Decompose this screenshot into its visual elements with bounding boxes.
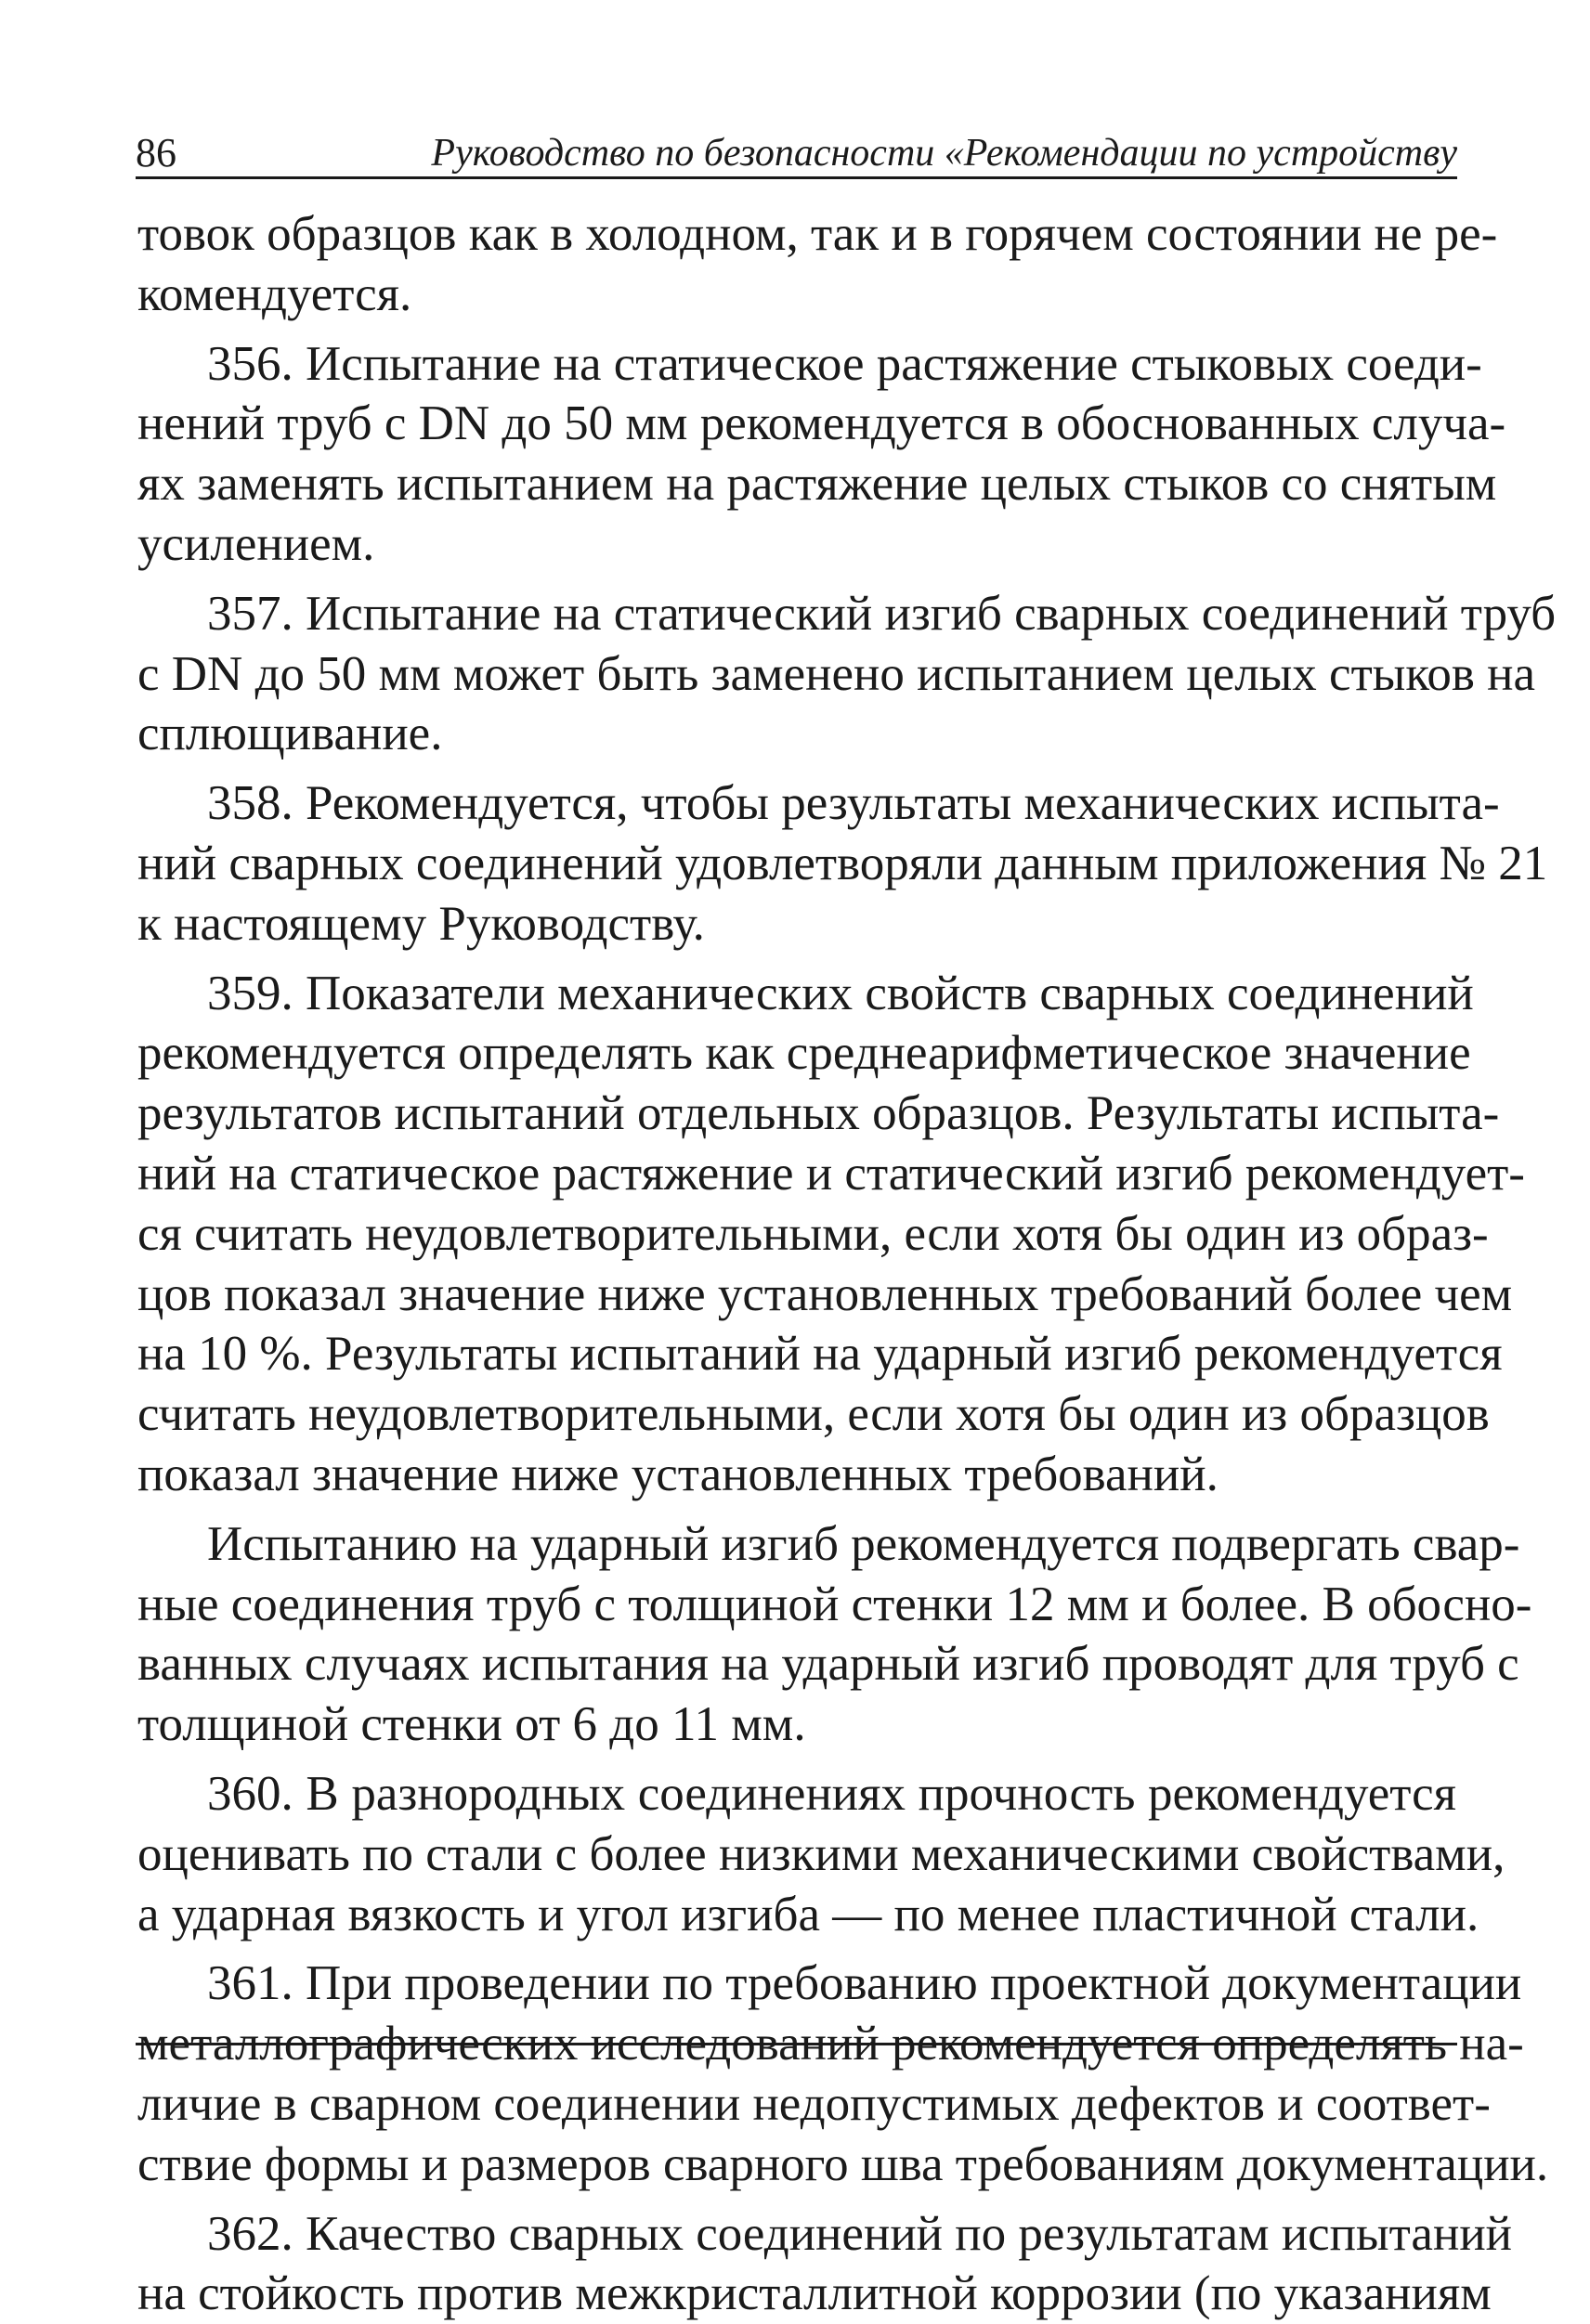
text-line: ванных случаях испытания на ударный изгиб проводят для труб с xyxy=(137,1634,1456,1694)
text-line: с DN до 50 мм может быть заменено испытанием целых стыков на xyxy=(137,644,1456,705)
paragraph-362 xyxy=(137,2204,1456,2324)
text-line: 359. Показатели механических свойств сварных соединений xyxy=(137,964,1456,1024)
paragraph-359 xyxy=(137,964,1456,1505)
text-line: сплющивание. xyxy=(137,704,1456,764)
text-line: ний сварных соединений удовлетворяли данным приложения № 21 xyxy=(137,834,1456,894)
paragraph-358 xyxy=(137,773,1456,954)
text-line: на стойкость против межкристаллитной коррозии (по указаниям xyxy=(137,2264,1456,2324)
text-line: товок образцов как в холодном, так и в горячем состоянии не ре- xyxy=(137,204,1456,265)
text-line: ся считать неудовлетворительными, если хотя бы один из образ- xyxy=(137,1204,1456,1265)
text-line: на 10 %. Результаты испытаний на ударный изгиб рекомендуется xyxy=(137,1324,1456,1384)
text-line: металлографических исследований рекомендуется определять на- xyxy=(137,2014,1456,2074)
text-line: 356. Испытание на статическое растяжение стыковых соеди- xyxy=(137,334,1456,395)
text-line: оценивать по стали с более низкими механическими свойствами, xyxy=(137,1824,1456,1885)
text-line: считать неудовлетворительными, если хотя бы один из образцов xyxy=(137,1384,1456,1445)
text-line: ях заменять испытанием на растяжение целых стыков со снятым xyxy=(137,454,1456,514)
text-line: показал значение ниже установленных требований. xyxy=(137,1445,1456,1505)
text-line: ствие формы и размеров сварного шва требованиям документации. xyxy=(137,2135,1456,2195)
text-line: рекомендуется определять как среднеарифметическое значение xyxy=(137,1023,1456,1084)
text-line: 358. Рекомендуется, чтобы результаты механических испыта- xyxy=(137,773,1456,834)
page-header xyxy=(136,130,1457,179)
paragraph xyxy=(137,1514,1456,1755)
text-line: ные соединения труб с толщиной стенки 12 мм и более. В обосно- xyxy=(137,1575,1456,1635)
text-line: а ударная вязкость и угол изгиба — по менее пластичной стали. xyxy=(137,1885,1456,1945)
running-head: Руководство по безопасности «Рекомендации по устройству xyxy=(431,130,1457,176)
paragraph xyxy=(137,204,1456,325)
text-line: Испытанию на ударный изгиб рекомендуется подвергать свар- xyxy=(137,1514,1456,1575)
paragraph-356 xyxy=(137,334,1456,575)
text-line: комендуется. xyxy=(137,265,1456,325)
page-number: 86 xyxy=(136,130,176,176)
text-line: усилением. xyxy=(137,514,1456,575)
paragraph-357 xyxy=(137,584,1456,764)
text-line: 362. Качество сварных соединений по результатам испытаний xyxy=(137,2204,1456,2265)
paragraph-361 xyxy=(137,1954,1456,2194)
footer-rule xyxy=(136,2043,1457,2045)
text-line: 361. При проведении по требованию проектной документации xyxy=(137,1954,1456,2014)
text-line: нений труб с DN до 50 мм рекомендуется в обоснованных случа- xyxy=(137,394,1456,454)
text-line: 357. Испытание на статический изгиб сварных соединений труб xyxy=(137,584,1456,644)
paragraph-360 xyxy=(137,1764,1456,1944)
text-line: цов показал значение ниже установленных требований более чем xyxy=(137,1265,1456,1325)
text-line: личие в сварном соединении недопустимых дефектов и соответ- xyxy=(137,2074,1456,2135)
text-line: 360. В разнородных соединениях прочность рекомендуется xyxy=(137,1764,1456,1824)
text-line: ний на статическое растяжение и статический изгиб рекомендует- xyxy=(137,1144,1456,1204)
text-line: результатов испытаний отдельных образцов. Результаты испыта- xyxy=(137,1084,1456,1144)
text-line: толщиной стенки от 6 до 11 мм. xyxy=(137,1694,1456,1755)
text-line: к настоящему Руководству. xyxy=(137,894,1456,954)
body-text xyxy=(137,204,1456,2324)
